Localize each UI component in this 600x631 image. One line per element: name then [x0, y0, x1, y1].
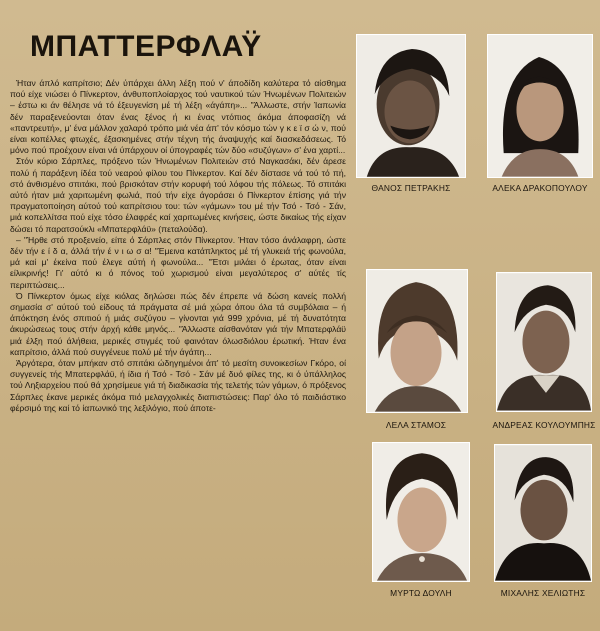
cast-name: ΑΛΕΚΑ ΔΡΑΚΟΠΟΥΛΟΥ	[492, 183, 588, 193]
cast-name: ΑΝΔΡΕΑΣ ΚΟΥΛΟΥΜΠΗΣ	[492, 420, 596, 430]
cast-name: ΛΕΛΑ ΣΤΑΜΟΣ	[385, 420, 447, 430]
portrait-woman-curly-hair-icon	[367, 270, 467, 412]
cast-name: ΜΙΧΑΛΗΣ ΧΕΛΙΩΤΗΣ	[500, 588, 586, 598]
portrait-man-dark-icon	[495, 445, 591, 581]
synopsis-paragraph: Ό Πίνκερτον όμως είχε κιόλας δηλώσει πώς δέν έπρεπε νά δώση κανείς πολλή σημασία σ' αύτού τού είδους τά πράγματα σέ μιά χώρα όπου όλα τά συμβόλαια – ή άπόκτηση ένός σπιτιού ή μιάς συζύγου – γίνονται γιά 999 χρόνια, μέ τή δυνατότητα άκυρώσεως τους στήν άρχή κάθε μηνός... "Άλλωστε αίσθανόταν γιά τήν Μπατερφλάϋ μιά έλξη πού άλήθεια, μερικές στιγμές τού φαινόταν όλωσδιόλου έρωτική. Ήταν ένα καπρίτσιο, άλλά πού συγγένευε πολύ μέ τήν άγάπη...	[10, 290, 346, 357]
page-title: ΜΠΑΤΤΕΡΦΛΑΫ	[30, 30, 262, 63]
synopsis-paragraph: Άργότερα, όταν μπήκαν στό σπιτάκι ώδηγημένοι άπ' τό μεσίτη συνοικεσίων Γκόρο, οί συγγενείς τής Μπατερφλάϋ, ή ίδια ή Τσό - Τσό - Σάν μέ δυό φίλες της, κι ό ύπάλληλος τού Ληξιαρχείου πού θά χρησίμευε γιά τή διαδικασία τής τελετής τών γάμων, ό πρόξενος Σάρπλες έκανε μερικές άκόμα πιό μελαγχολικές διαπιστώσεις: Παρ' όλο τό παιδιάστικο φέρσιμό της καί τό ίαπωνικό της λεξιλόγιο, πού άποτε-	[10, 358, 346, 413]
cast-photo-aleka-drakopoulou	[487, 34, 593, 178]
cast-photo-thanos-petrakis	[356, 34, 466, 178]
synopsis-paragraph: Στόν κύριο Σάρπλες, πρόξενο τών Ήνωμένων Πολιτειών στό Ναγκασάκι, δέν άρεσε πολύ ή παράξενη ίδέα τού νεαρού φίλου του Πίνκερτον. Καί δέν δίστασε νά τού τό πή, στό άνθισμένο σπιτάκι, πού βρισκόταν στήν κορυφή τού λόφου τής πόλεως. Τό σπιτάκι αύτό ήταν μιά χαριτωμένη φωλιά, πού τήν είχε άγοράσει ό Πίνκερτον έπίσης γιά τήν πραγματοποίηση αύτού τού καπρίτσιου του: τών «γάμων» του μέ τήν Τσό - Τσό - Σάν, μιά κοπελλίτσα πού είχε τόσο έλαφρές καί χαριτωμένες κινήσεις, ώστε δικαίως τής είχαν δώσει τό παρατσούκλι «Μπατερφλάϋ» (πεταλούδα).	[10, 156, 346, 234]
synopsis-text	[10, 78, 346, 414]
synopsis-paragraph: – "Ήρθε στό προξενείο, είπε ό Σάρπλες στόν Πίνκερτον. Ήταν τόσο άνάλαφρη, ώστε δέν τήν ε ί δ α, άλλά τήν έ ν ι ω σ α! "Έμεινα κατάπληκτος μέ τή γλυκειά τής φωνούλα, μά καί μ' έκείνα πού έλεγε αύτή ή φωνούλα... "Έτσι μιλάει ό έρωτας, όταν είναι είλικρινής! Γι' αύτό κι ό πόνος τού χωρισμού είναι μεγαλύτερος σ' αύτές τίς περιπτώσεις...	[10, 234, 346, 290]
cast-name: ΜΥΡΤΩ ΔΟΥΛΗ	[390, 588, 452, 598]
cast-photo-michalis-heliotis	[494, 444, 592, 582]
cast-photo-myrto-douli	[372, 442, 470, 582]
cast-photo-lela-stamos	[366, 269, 468, 413]
cast-photo-andreas-kouloumpis	[496, 272, 592, 412]
synopsis-paragraph: Ήταν άπλό καπρίτσιο; Δέν ύπάρχει άλλη λέξη πού ν' άποδίδη καλύτερα τό αίσθημα πού είχε νιώσει ό Πίνκερτον, άνθυποπλοίαρχος τού ναυτικού τών Ήνωμένων Πολιτειών – έστω κι άν θέλησε νά τό έξευγενίση μέ τή λέξη «άγάπη»... "Άλλωστε, στήν Ίαπωνία δέν παραξενεύονται όταν ένας ξένος ή κι ένας ντόπιος άκόμα άποφασίζη νά «παντρευτή», μ' ένα μάλλον χαλαρό τρόπο μιά νέα άπ' τόν κόσμο τών γ κ ε ϊ σ ώ ν, πού είναι κοπέλλες φτωχές, έξασκημένες στήν τέχνη τής άναψυχής καί διασκεδάσεως. Τό μόνο πού προέχουν είναι νά ύπάρχουν οί ύπογραφές τών δύο «συζύγων» σ' ένα χαρτί...	[10, 78, 346, 156]
portrait-man-jacket-icon	[497, 273, 591, 411]
portrait-man-mustache-icon	[357, 35, 465, 177]
portrait-woman-updo-icon	[373, 443, 469, 581]
portrait-woman-dark-hair-icon	[488, 35, 592, 177]
cast-name: ΘΑΝΟΣ ΠΕΤΡΑΚΗΣ	[371, 183, 451, 193]
